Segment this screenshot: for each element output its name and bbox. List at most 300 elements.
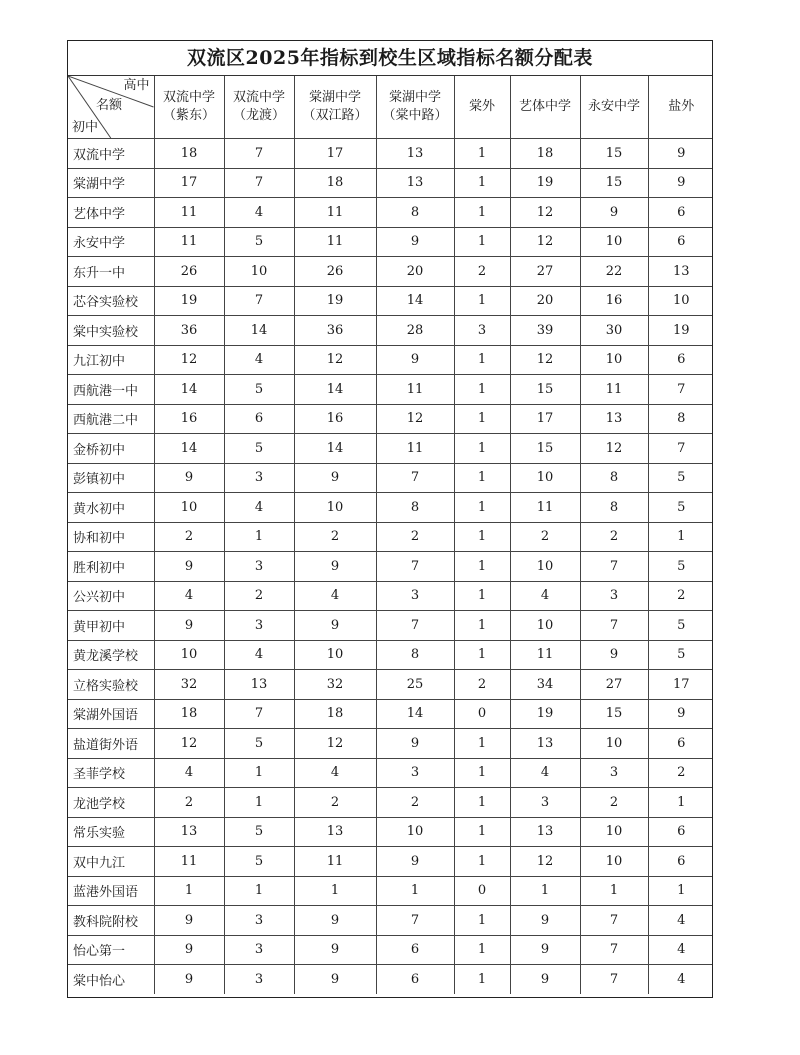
- quota-cell: 2: [376, 522, 454, 552]
- quota-cell: 1: [454, 286, 510, 316]
- school-name-cell: 圣菲学校: [68, 758, 154, 788]
- quota-cell: 1: [294, 876, 376, 906]
- quota-cell: 9: [510, 965, 580, 994]
- quota-cell: 4: [648, 906, 713, 936]
- column-header: [580, 76, 648, 139]
- quota-cell: 19: [154, 286, 224, 316]
- quota-cell: 17: [510, 404, 580, 434]
- quota-cell: 17: [154, 168, 224, 198]
- quota-cell: 9: [294, 935, 376, 965]
- quota-cell: 6: [648, 345, 713, 375]
- quota-cell: 14: [154, 375, 224, 405]
- column-header-line1: 棠外: [468, 99, 495, 114]
- school-name-cell: 彭镇初中: [68, 463, 154, 493]
- quota-cell: 14: [376, 286, 454, 316]
- quota-cell: 7: [580, 552, 648, 582]
- quota-cell: 1: [454, 906, 510, 936]
- quota-cell: 20: [376, 257, 454, 287]
- quota-cell: 1: [224, 758, 294, 788]
- table-row: [68, 375, 713, 405]
- quota-cell: 10: [224, 257, 294, 287]
- quota-cell: 2: [454, 257, 510, 287]
- column-header-line1: 棠湖中学: [388, 90, 441, 105]
- quota-cell: 1: [224, 876, 294, 906]
- quota-cell: 1: [454, 758, 510, 788]
- column-header: [648, 76, 713, 139]
- quota-cell: 25: [376, 670, 454, 700]
- quota-cell: 12: [580, 434, 648, 464]
- table-row: [68, 758, 713, 788]
- corner-label-quota: 名额: [96, 98, 123, 113]
- quota-cell: 13: [224, 670, 294, 700]
- quota-cell: 4: [510, 581, 580, 611]
- quota-cell: 4: [648, 965, 713, 994]
- quota-cell: 12: [510, 345, 580, 375]
- school-name-cell: 棠湖外国语: [68, 699, 154, 729]
- quota-cell: 2: [580, 788, 648, 818]
- quota-cell: 8: [376, 640, 454, 670]
- table-row: [68, 345, 713, 375]
- quota-cell: 2: [454, 670, 510, 700]
- school-name-cell: 永安中学: [68, 227, 154, 257]
- quota-cell: 1: [376, 876, 454, 906]
- quota-cell: 9: [580, 198, 648, 228]
- quota-cell: 32: [154, 670, 224, 700]
- quota-cell: 26: [294, 257, 376, 287]
- column-header-line2: （龙渡）: [232, 108, 285, 123]
- table-row: [68, 493, 713, 523]
- quota-cell: 1: [454, 640, 510, 670]
- school-name-cell: 胜利初中: [68, 552, 154, 582]
- quota-cell: 5: [648, 463, 713, 493]
- quota-cell: 2: [648, 758, 713, 788]
- quota-cell: 7: [580, 965, 648, 994]
- school-name-cell: 黄龙溪学校: [68, 640, 154, 670]
- quota-cell: 1: [510, 876, 580, 906]
- quota-cell: 19: [510, 168, 580, 198]
- quota-cell: 19: [648, 316, 713, 346]
- quota-cell: 6: [376, 935, 454, 965]
- quota-cell: 9: [154, 906, 224, 936]
- quota-cell: 13: [648, 257, 713, 287]
- quota-cell: 4: [154, 581, 224, 611]
- quota-cell: 5: [648, 640, 713, 670]
- column-header-line2: （棠中路）: [382, 108, 448, 123]
- quota-cell: 18: [510, 139, 580, 169]
- quota-cell: 10: [580, 227, 648, 257]
- quota-cell: 17: [648, 670, 713, 700]
- quota-cell: 16: [294, 404, 376, 434]
- quota-cell: 2: [580, 522, 648, 552]
- quota-cell: 9: [376, 345, 454, 375]
- quota-cell: 5: [224, 227, 294, 257]
- table-row: [68, 965, 713, 994]
- quota-cell: 10: [510, 463, 580, 493]
- quota-cell: 7: [376, 906, 454, 936]
- document-title: 双流区2025年指标到校生区域指标名额分配表: [68, 41, 712, 76]
- quota-cell: 1: [454, 139, 510, 169]
- quota-cell: 1: [454, 788, 510, 818]
- quota-cell: 1: [454, 493, 510, 523]
- quota-cell: 15: [580, 168, 648, 198]
- quota-cell: 22: [580, 257, 648, 287]
- quota-cell: 5: [224, 375, 294, 405]
- quota-cell: 3: [224, 965, 294, 994]
- quota-cell: 9: [294, 965, 376, 994]
- table-row: [68, 699, 713, 729]
- school-name-cell: 立格实验校: [68, 670, 154, 700]
- quota-cell: 39: [510, 316, 580, 346]
- quota-cell: 1: [454, 847, 510, 877]
- quota-cell: 11: [294, 847, 376, 877]
- school-name-cell: 金桥初中: [68, 434, 154, 464]
- quota-cell: 1: [648, 522, 713, 552]
- column-header-line1: 永安中学: [587, 99, 640, 114]
- quota-cell: 9: [648, 139, 713, 169]
- quota-cell: 1: [454, 965, 510, 994]
- table-body: [68, 139, 713, 994]
- quota-cell: 0: [454, 876, 510, 906]
- quota-cell: 3: [224, 611, 294, 641]
- quota-cell: 3: [224, 552, 294, 582]
- quota-cell: 10: [580, 729, 648, 759]
- quota-cell: 11: [154, 847, 224, 877]
- quota-cell: 9: [648, 168, 713, 198]
- quota-cell: 10: [376, 817, 454, 847]
- quota-cell: 9: [376, 227, 454, 257]
- quota-cell: 9: [154, 552, 224, 582]
- table-row: [68, 227, 713, 257]
- quota-cell: 9: [580, 640, 648, 670]
- table-row: [68, 316, 713, 346]
- quota-cell: 1: [648, 876, 713, 906]
- quota-cell: 11: [580, 375, 648, 405]
- column-header: [294, 76, 376, 139]
- quota-cell: 1: [454, 168, 510, 198]
- quota-cell: 18: [294, 168, 376, 198]
- school-name-cell: 棠中实验校: [68, 316, 154, 346]
- quota-cell: 1: [224, 522, 294, 552]
- quota-cell: 17: [294, 139, 376, 169]
- quota-cell: 9: [294, 611, 376, 641]
- quota-cell: 3: [580, 581, 648, 611]
- quota-cell: 15: [580, 139, 648, 169]
- school-name-cell: 西航港二中: [68, 404, 154, 434]
- quota-cell: 7: [224, 139, 294, 169]
- quota-cell: 11: [510, 493, 580, 523]
- quota-cell: 3: [224, 906, 294, 936]
- quota-cell: 12: [154, 345, 224, 375]
- quota-cell: 3: [376, 581, 454, 611]
- column-header-line1: 双流中学: [162, 90, 215, 105]
- school-name-cell: 公兴初中: [68, 581, 154, 611]
- quota-cell: 14: [294, 375, 376, 405]
- quota-cell: 2: [224, 581, 294, 611]
- quota-cell: 7: [376, 552, 454, 582]
- quota-cell: 6: [648, 729, 713, 759]
- school-name-cell: 教科院附校: [68, 906, 154, 936]
- quota-cell: 5: [648, 493, 713, 523]
- quota-cell: 3: [510, 788, 580, 818]
- quota-cell: 5: [648, 552, 713, 582]
- quota-cell: 12: [376, 404, 454, 434]
- school-name-cell: 黄水初中: [68, 493, 154, 523]
- quota-cell: 7: [224, 699, 294, 729]
- quota-cell: 12: [510, 847, 580, 877]
- quota-cell: 7: [376, 463, 454, 493]
- quota-cell: 11: [376, 375, 454, 405]
- quota-cell: 5: [648, 611, 713, 641]
- quota-cell: 13: [376, 139, 454, 169]
- school-name-cell: 东升一中: [68, 257, 154, 287]
- quota-cell: 6: [224, 404, 294, 434]
- quota-cell: 10: [510, 611, 580, 641]
- table-row: [68, 611, 713, 641]
- header-row: [68, 76, 713, 139]
- quota-cell: 12: [294, 345, 376, 375]
- quota-cell: 36: [294, 316, 376, 346]
- quota-cell: 7: [580, 906, 648, 936]
- quota-cell: 11: [154, 227, 224, 257]
- quota-cell: 10: [294, 640, 376, 670]
- quota-cell: 19: [510, 699, 580, 729]
- quota-cell: 5: [224, 434, 294, 464]
- quota-cell: 26: [154, 257, 224, 287]
- quota-cell: 10: [154, 640, 224, 670]
- table-row: [68, 463, 713, 493]
- quota-cell: 2: [154, 788, 224, 818]
- quota-cell: 15: [510, 375, 580, 405]
- quota-cell: 18: [154, 139, 224, 169]
- table-row: [68, 286, 713, 316]
- quota-cell: 36: [154, 316, 224, 346]
- quota-cell: 9: [154, 463, 224, 493]
- quota-cell: 3: [454, 316, 510, 346]
- quota-cell: 18: [294, 699, 376, 729]
- quota-cell: 9: [376, 729, 454, 759]
- quota-cell: 18: [154, 699, 224, 729]
- column-header: [510, 76, 580, 139]
- quota-cell: 7: [224, 168, 294, 198]
- quota-cell: 10: [294, 493, 376, 523]
- quota-cell: 6: [648, 227, 713, 257]
- table-row: [68, 640, 713, 670]
- school-name-cell: 常乐实验: [68, 817, 154, 847]
- quota-cell: 1: [454, 404, 510, 434]
- quota-cell: 10: [580, 817, 648, 847]
- corner-label-middle-school: 初中: [72, 120, 99, 135]
- quota-cell: 13: [154, 817, 224, 847]
- table-row: [68, 198, 713, 228]
- quota-cell: 9: [376, 847, 454, 877]
- quota-cell: 13: [294, 817, 376, 847]
- quota-cell: 1: [580, 876, 648, 906]
- quota-cell: 4: [224, 198, 294, 228]
- quota-cell: 3: [376, 758, 454, 788]
- column-header-line2: （紫东）: [162, 108, 215, 123]
- quota-cell: 11: [154, 198, 224, 228]
- quota-cell: 12: [510, 198, 580, 228]
- quota-cell: 0: [454, 699, 510, 729]
- quota-cell: 4: [224, 493, 294, 523]
- quota-cell: 9: [510, 935, 580, 965]
- quota-cell: 9: [154, 611, 224, 641]
- quota-cell: 12: [510, 227, 580, 257]
- school-name-cell: 棠湖中学: [68, 168, 154, 198]
- school-name-cell: 黄甲初中: [68, 611, 154, 641]
- column-header-line1: 棠湖中学: [308, 90, 361, 105]
- quota-cell: 27: [580, 670, 648, 700]
- quota-cell: 3: [224, 463, 294, 493]
- quota-cell: 9: [294, 463, 376, 493]
- quota-cell: 10: [154, 493, 224, 523]
- school-name-cell: 双中九江: [68, 847, 154, 877]
- school-name-cell: 芯谷实验校: [68, 286, 154, 316]
- school-name-cell: 蓝港外国语: [68, 876, 154, 906]
- table-row: [68, 581, 713, 611]
- quota-cell: 1: [454, 817, 510, 847]
- column-header: [224, 76, 294, 139]
- quota-cell: 1: [154, 876, 224, 906]
- quota-cell: 6: [376, 965, 454, 994]
- quota-cell: 7: [648, 434, 713, 464]
- quota-cell: 1: [454, 522, 510, 552]
- school-name-cell: 棠中怡心: [68, 965, 154, 994]
- quota-cell: 1: [224, 788, 294, 818]
- quota-cell: 32: [294, 670, 376, 700]
- table-row: [68, 876, 713, 906]
- quota-cell: 1: [454, 227, 510, 257]
- school-name-cell: 协和初中: [68, 522, 154, 552]
- quota-cell: 2: [510, 522, 580, 552]
- quota-cell: 6: [648, 817, 713, 847]
- quota-cell: 1: [454, 463, 510, 493]
- quota-cell: 1: [648, 788, 713, 818]
- quota-cell: 13: [510, 817, 580, 847]
- quota-cell: 14: [294, 434, 376, 464]
- quota-cell: 1: [454, 611, 510, 641]
- quota-cell: 1: [454, 581, 510, 611]
- quota-cell: 20: [510, 286, 580, 316]
- quota-cell: 1: [454, 729, 510, 759]
- quota-cell: 2: [154, 522, 224, 552]
- quota-sheet: [67, 40, 713, 998]
- school-name-cell: 九江初中: [68, 345, 154, 375]
- quota-cell: 12: [154, 729, 224, 759]
- quota-cell: 15: [510, 434, 580, 464]
- quota-cell: 7: [224, 286, 294, 316]
- table-row: [68, 522, 713, 552]
- quota-cell: 27: [510, 257, 580, 287]
- quota-cell: 16: [580, 286, 648, 316]
- quota-cell: 9: [154, 935, 224, 965]
- table-row: [68, 906, 713, 936]
- quota-cell: 12: [294, 729, 376, 759]
- table-row: [68, 257, 713, 287]
- quota-cell: 28: [376, 316, 454, 346]
- quota-cell: 1: [454, 552, 510, 582]
- quota-cell: 3: [224, 935, 294, 965]
- school-name-cell: 双流中学: [68, 139, 154, 169]
- quota-cell: 8: [376, 198, 454, 228]
- quota-cell: 5: [224, 817, 294, 847]
- quota-cell: 1: [454, 935, 510, 965]
- quota-cell: 13: [376, 168, 454, 198]
- table-row: [68, 404, 713, 434]
- quota-cell: 6: [648, 847, 713, 877]
- quota-cell: 10: [580, 847, 648, 877]
- column-header: [376, 76, 454, 139]
- column-header: [454, 76, 510, 139]
- quota-cell: 2: [294, 522, 376, 552]
- table-row: [68, 817, 713, 847]
- quota-cell: 7: [580, 935, 648, 965]
- quota-cell: 4: [224, 640, 294, 670]
- column-header-line1: 盐外: [668, 99, 695, 114]
- school-name-cell: 盐道街外语: [68, 729, 154, 759]
- quota-cell: 2: [648, 581, 713, 611]
- quota-cell: 2: [294, 788, 376, 818]
- quota-cell: 19: [294, 286, 376, 316]
- quota-cell: 8: [580, 463, 648, 493]
- quota-cell: 9: [648, 699, 713, 729]
- quota-cell: 1: [454, 375, 510, 405]
- school-name-cell: 西航港一中: [68, 375, 154, 405]
- quota-cell: 1: [454, 345, 510, 375]
- table-row: [68, 139, 713, 169]
- quota-cell: 13: [580, 404, 648, 434]
- school-name-cell: 艺体中学: [68, 198, 154, 228]
- column-header: [154, 76, 224, 139]
- quota-cell: 11: [376, 434, 454, 464]
- table-row: [68, 434, 713, 464]
- quota-cell: 4: [224, 345, 294, 375]
- quota-cell: 4: [294, 758, 376, 788]
- school-name-cell: 怡心第一: [68, 935, 154, 965]
- quota-cell: 5: [224, 847, 294, 877]
- quota-cell: 16: [154, 404, 224, 434]
- quota-cell: 11: [510, 640, 580, 670]
- quota-cell: 10: [580, 345, 648, 375]
- quota-cell: 1: [454, 198, 510, 228]
- quota-cell: 13: [510, 729, 580, 759]
- table-row: [68, 935, 713, 965]
- table-row: [68, 847, 713, 877]
- quota-cell: 3: [580, 758, 648, 788]
- quota-cell: 4: [648, 935, 713, 965]
- table-row: [68, 670, 713, 700]
- quota-cell: 9: [294, 906, 376, 936]
- quota-cell: 4: [154, 758, 224, 788]
- school-name-cell: 龙池学校: [68, 788, 154, 818]
- quota-cell: 4: [510, 758, 580, 788]
- quota-cell: 34: [510, 670, 580, 700]
- quota-cell: 9: [294, 552, 376, 582]
- quota-cell: 5: [224, 729, 294, 759]
- quota-cell: 7: [376, 611, 454, 641]
- quota-cell: 15: [580, 699, 648, 729]
- quota-cell: 2: [376, 788, 454, 818]
- quota-cell: 11: [294, 198, 376, 228]
- quota-cell: 30: [580, 316, 648, 346]
- quota-cell: 9: [154, 965, 224, 994]
- column-header-line2: （双江路）: [302, 108, 368, 123]
- quota-cell: 11: [294, 227, 376, 257]
- quota-cell: 14: [224, 316, 294, 346]
- quota-cell: 9: [510, 906, 580, 936]
- table-row: [68, 168, 713, 198]
- column-header-line1: 艺体中学: [518, 99, 571, 114]
